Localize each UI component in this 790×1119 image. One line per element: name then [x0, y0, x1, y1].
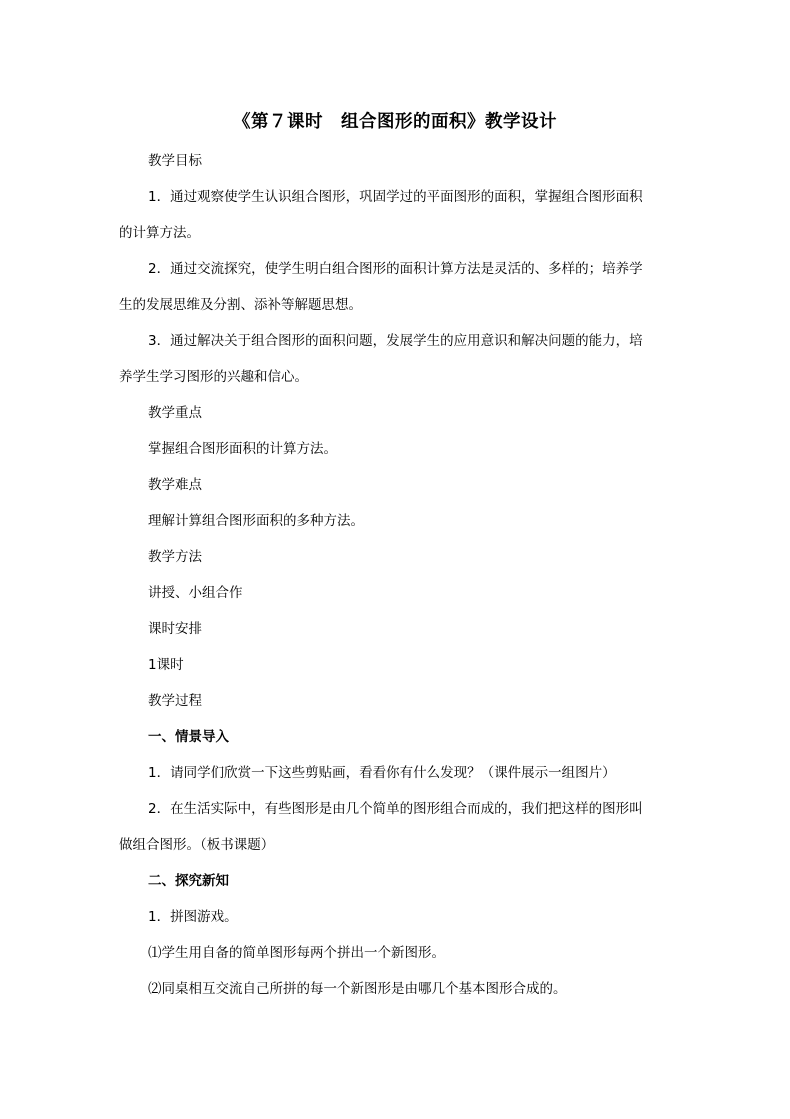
goal-2-line-1: 2．通过交流探究，使学生明白组合图形的面积计算方法是灵活的、多样的；培养学 [148, 261, 643, 277]
difficulties-text: 理解计算组合图形面积的多种方法。 [148, 513, 364, 529]
section-1-heading: 一、情景导入 [148, 729, 229, 745]
goal-2-line-2: 生的发展思维及分割、添补等解题思想。 [119, 297, 362, 313]
methods-text: 讲授、小组合作 [148, 585, 243, 601]
section-2-subitem-2: ⑵同桌相互交流自己所拼的每一个新图形是由哪几个基本图形合成的。 [148, 981, 567, 997]
section-2-subitem-1: ⑴学生用自备的简单图形每两个拼出一个新图形。 [148, 945, 445, 961]
heading-difficulties: 教学难点 [148, 477, 202, 493]
heading-teaching-goals: 教学目标 [148, 153, 202, 169]
schedule-text: 1课时 [148, 657, 184, 673]
key-points-text: 掌握组合图形面积的计算方法。 [148, 441, 337, 457]
section-1-item-1: 1．请同学们欣赏一下这些剪贴画，看看你有什么发现？（课件展示一组图片） [148, 765, 616, 781]
goal-1-line-2: 的计算方法。 [119, 225, 200, 241]
section-1-item-2-line-2: 做组合图形。（板书课题） [119, 837, 275, 853]
heading-process: 教学过程 [148, 693, 202, 709]
section-1-item-2-line-1: 2．在生活实际中，有些图形是由几个简单的图形组合而成的，我们把这样的图形叫 [148, 801, 643, 817]
section-2-item-1: 1．拼图游戏。 [148, 909, 238, 925]
goal-3-line-2: 养学生学习图形的兴趣和信心。 [119, 369, 308, 385]
heading-schedule: 课时安排 [148, 621, 202, 637]
heading-methods: 教学方法 [148, 549, 202, 565]
heading-key-points: 教学重点 [148, 405, 202, 421]
goal-3-line-1: 3．通过解决关于组合图形的面积问题，发展学生的应用意识和解决问题的能力，培 [148, 333, 643, 349]
document-title: 《第７课时 组合图形的面积》教学设计 [233, 112, 557, 132]
section-2-heading: 二、探究新知 [148, 873, 229, 889]
goal-1-line-1: 1．通过观察使学生认识组合图形，巩固学过的平面图形的面积，掌握组合图形面积 [148, 189, 643, 205]
